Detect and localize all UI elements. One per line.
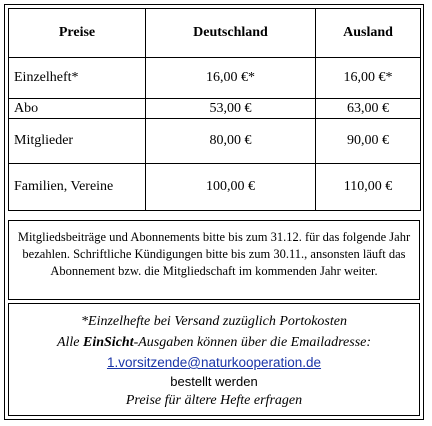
price-ausland: 16,00 €*	[316, 58, 421, 99]
row-label: Familien, Vereine	[9, 164, 146, 211]
shipping-note: *Einzelhefte bei Versand zuzüglich Portokosten	[81, 314, 347, 329]
table-row	[9, 99, 421, 119]
order-prefix: Alle	[56, 335, 83, 350]
table-row	[9, 119, 421, 164]
price-ausland: 63,00 €	[316, 99, 421, 119]
brand-name: EinSicht	[83, 335, 134, 350]
table-header-row	[9, 9, 421, 58]
price-ausland: 110,00 €	[316, 164, 421, 211]
header-ausland: Ausland	[316, 9, 421, 58]
price-deutschland: 80,00 €	[146, 119, 316, 164]
price-deutschland: 100,00 €	[146, 164, 316, 211]
table-row	[9, 164, 421, 211]
payment-notes: Mitgliedsbeiträge und Abonnements bitte bis zum 31.12. für das folgende Jahr bezahlen. Schriftliche Kündigungen bitte bis zum 30.11., ansonsten läuft das Abonnement bzw. die Mitgliedschaft im kommenden Jahr weiter.	[8, 220, 420, 300]
header-preise: Preise	[9, 9, 146, 58]
price-document	[4, 4, 424, 420]
price-deutschland: 16,00 €*	[146, 58, 316, 99]
ordered-text: bestellt werden	[170, 374, 258, 389]
older-issues-note: Preise für ältere Hefte erfragen	[125, 393, 303, 408]
table-row	[9, 58, 421, 99]
order-info	[8, 303, 420, 416]
row-label: Einzelheft*	[9, 58, 146, 99]
row-label: Mitglieder	[9, 119, 146, 164]
order-line	[9, 332, 419, 353]
price-table	[8, 8, 421, 211]
order-suffix: -Ausgaben können über die Emailadresse:	[133, 335, 372, 350]
row-label: Abo	[9, 99, 146, 119]
price-ausland: 90,00 €	[316, 119, 421, 164]
price-deutschland: 53,00 €	[146, 99, 316, 119]
email-link[interactable]: 1.vorsitzende@naturkooperation.de	[106, 355, 322, 370]
header-deutschland: Deutschland	[146, 9, 316, 58]
